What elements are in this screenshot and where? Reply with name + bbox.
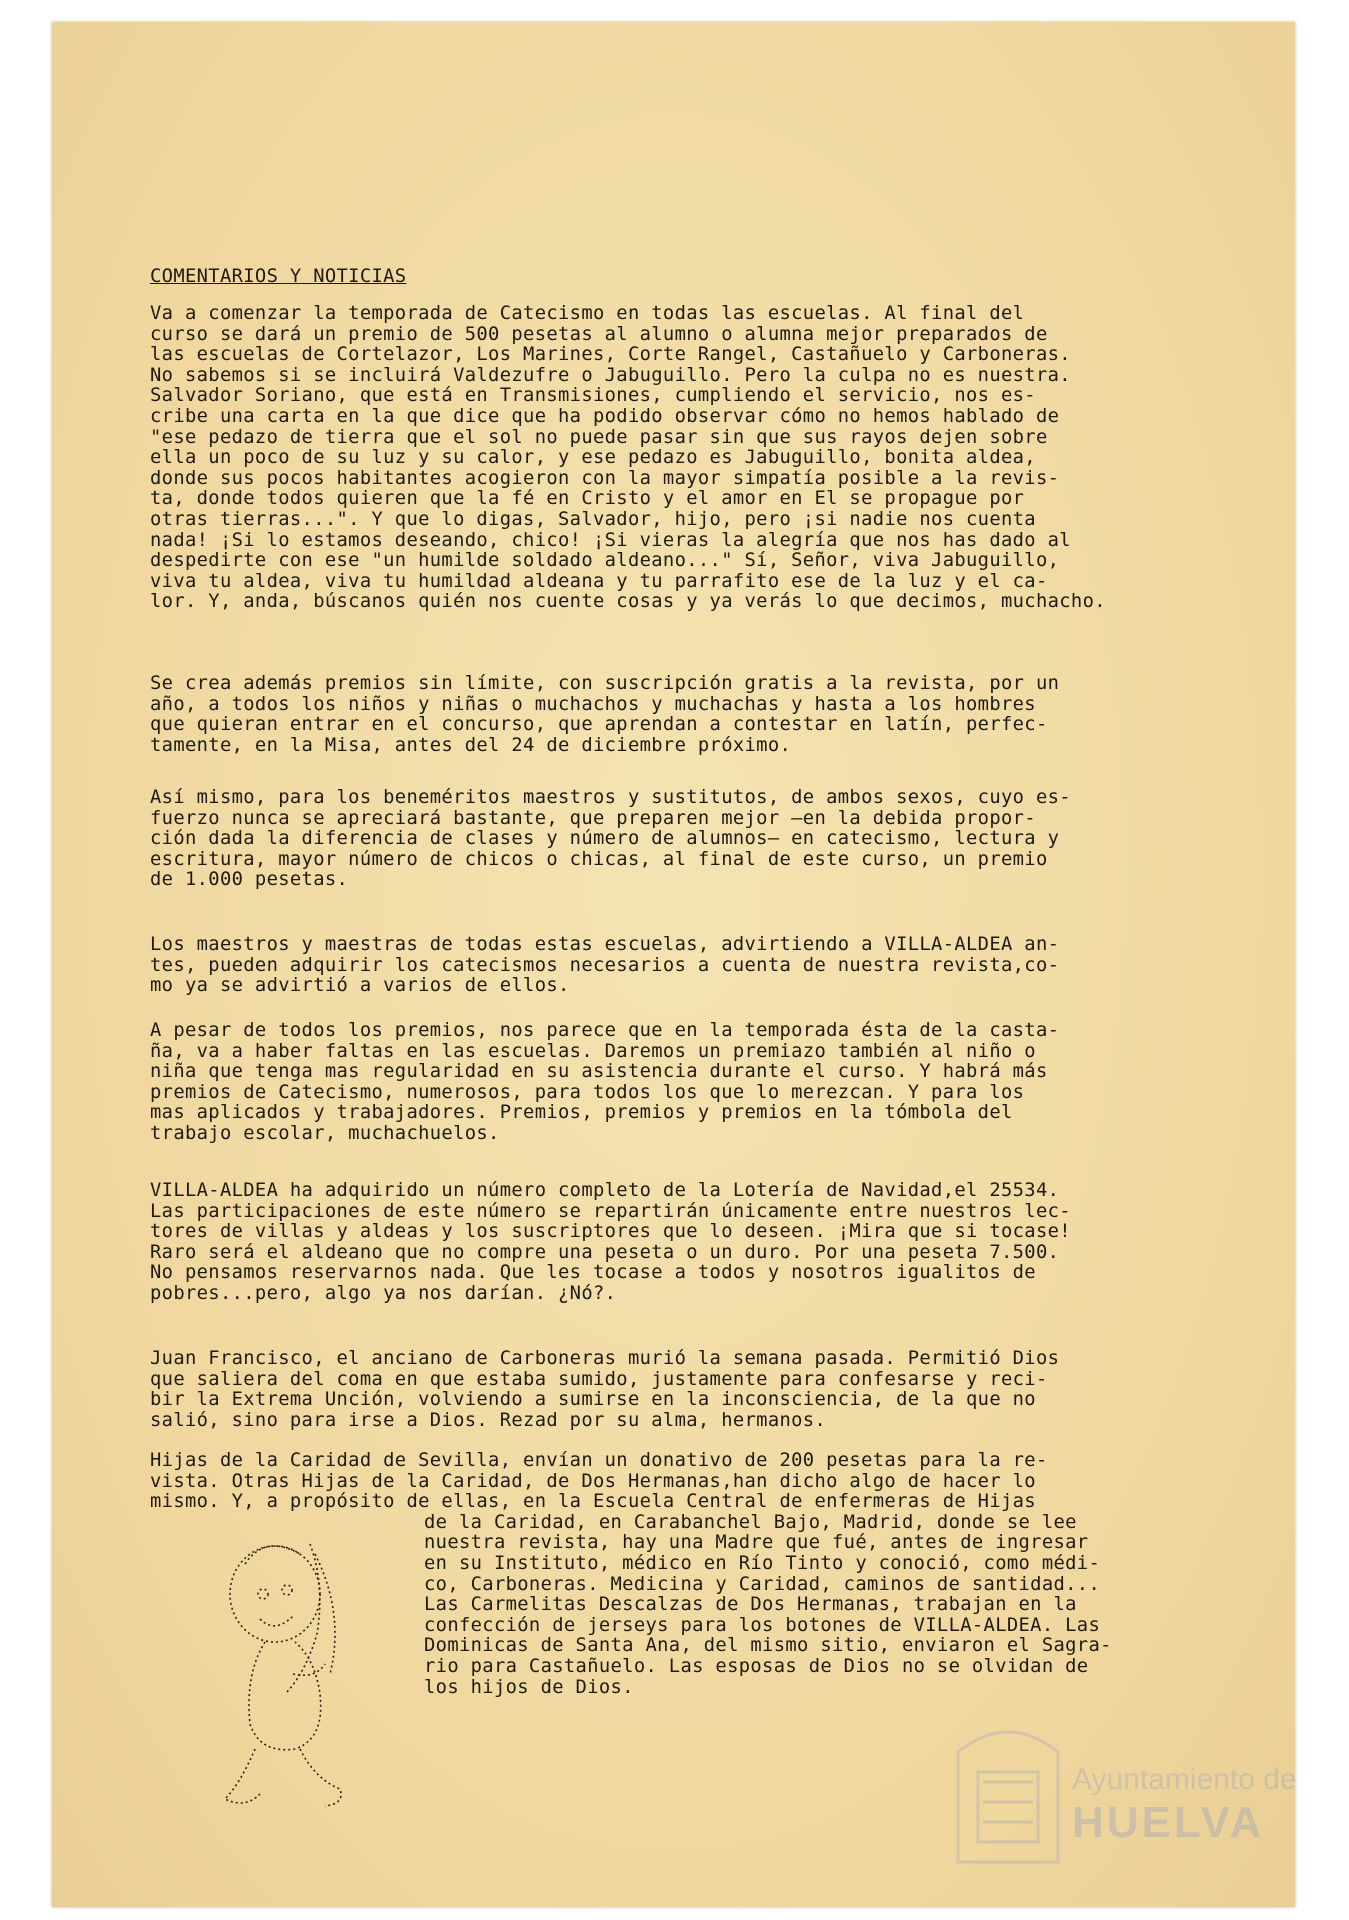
- text-line: bir la Extrema Unción, volviendo a sumirse en la inconsciencia, de la que no: [150, 1389, 1036, 1411]
- text-line: vista. Otras Hijas de la Caridad, de Dos Hermanas,han dicho algo de hacer lo: [150, 1470, 1036, 1492]
- text-line: Salvador Soriano, que está en Transmisiones, cumpliendo el servicio, nos es-: [150, 385, 1036, 407]
- text-line: mismo. Y, a propósito de ellas, en la Escuela Central de enfermeras de Hijas: [150, 1491, 1036, 1513]
- text-line: las escuelas de Cortelazor, Los Marines, Corte Rangel, Castañuelo y Carboneras.: [150, 344, 1071, 366]
- text-line: Raro será el aldeano que no compre una peseta o un duro. Por una peseta 7.500.: [150, 1241, 1060, 1263]
- text-line: Se crea además premios sin límite, con suscripción gratis a la revista, por un: [150, 673, 1060, 694]
- text-line: rio para Castañuelo. Las esposas de Dios no se olvidan de: [424, 1655, 1089, 1677]
- text-line: Hijas de la Caridad de Sevilla, envían un donativo de 200 pesetas para la re-: [150, 1450, 1048, 1471]
- text-line: de la Caridad, en Carabanchel Bajo, Madrid, donde se lee: [424, 1511, 1077, 1533]
- text-line: Las Carmelitas Descalzas de Dos Hermanas, trabajan en la: [424, 1594, 1077, 1616]
- text-line: ta, donde todos quieren que la fé en Cristo y el amor en El se propague por: [150, 488, 1025, 510]
- paragraph: [150, 935, 1250, 997]
- paragraph: [150, 1021, 1250, 1145]
- text-line: niña que tenga mas regularidad en su asistencia durante el curso. Y habrá más: [150, 1061, 1048, 1083]
- text-line: mo ya se advirtió a varios de ellos.: [150, 975, 570, 997]
- text-line: de 1.000 pesetas.: [150, 869, 349, 891]
- text-line: tores de villas y aldeas y los suscriptores que lo deseen. ¡Mira que si tocase!: [150, 1221, 1071, 1243]
- paragraph: [150, 1181, 1250, 1305]
- paragraph: [150, 788, 1250, 891]
- child-drawing: [205, 1524, 375, 1824]
- text-line: VILLA-ALDEA ha adquirido un número completo de la Lotería de Navidad,el 25534.: [150, 1180, 1060, 1201]
- text-line: nuestra revista, hay una Madre que fué, antes de ingresar: [424, 1532, 1089, 1554]
- text-line: que saliera del coma en que estaba sumido, justamente para confesarse y reci-: [150, 1368, 1048, 1390]
- text-line: curso se dará un premio de 500 pesetas al alumno o alumna mejor preparados de: [150, 323, 1048, 345]
- text-line: trabajo escolar, muchachuelos.: [150, 1122, 500, 1144]
- text-line: tamente, en la Misa, antes del 24 de diciembre próximo.: [150, 734, 792, 756]
- text-line: Va a comenzar la temporada de Catecismo en todas las escuelas. Al final del: [150, 303, 1025, 324]
- paragraph: [150, 304, 1250, 613]
- text-line: cribe una carta en la que dice que ha podido observar cómo no hemos hablado de: [150, 405, 1060, 427]
- text-line: co, Carboneras. Medicina y Caridad, caminos de santidad...: [424, 1573, 1101, 1595]
- text-line: escritura, mayor número de chicos o chicas, al final de este curso, un premio: [150, 848, 1048, 870]
- text-line: tes, pueden adquirir los catecismos necesarios a cuenta de nuestra revista,co-: [150, 954, 1060, 976]
- text-line: Así mismo, para los beneméritos maestros y sustitutos, de ambos sexos, cuyo es-: [150, 787, 1071, 808]
- paragraph: [150, 674, 1250, 756]
- text-line: Juan Francisco, el anciano de Carboneras murió la semana pasada. Permitió Dios: [150, 1348, 1060, 1369]
- text-line: confección de jerseys para los botones de VILLA-ALDEA. Las: [424, 1614, 1101, 1636]
- text-line: pobres...pero, algo ya nos darían. ¿Nó?.: [150, 1282, 617, 1304]
- text-line: Los maestros y maestras de todas estas escuelas, advirtiendo a VILLA-ALDEA an-: [150, 934, 1060, 955]
- text-line: No pensamos reservarnos nada. Que les tocase a todos y nosotros igualitos de: [150, 1262, 1036, 1284]
- text-line: año, a todos los niños y niñas o muchachos y muchachas y hasta a los hombres: [150, 693, 1036, 715]
- text-line: despedirte con ese "un humilde soldado aldeano..." Sí, Señor, viva Jabuguillo,: [150, 550, 1060, 572]
- text-line: Dominicas de Santa Ana, del mismo sitio, enviaron el Sagra-: [424, 1635, 1112, 1657]
- text-line: nada! ¡Si lo estamos deseando, chico! ¡Si vieras la alegría que nos has dado al: [150, 529, 1071, 551]
- text-line: otras tierras...". Y que lo digas, Salvador, hijo, pero ¡si nadie nos cuenta: [150, 508, 1036, 530]
- text-line: ción dada la diferencia de clases y número de alumnos— en catecismo, lectura y: [150, 828, 1060, 850]
- text-line: lor. Y, anda, búscanos quién nos cuente cosas y ya verás lo que decimos, muchacho.: [150, 591, 1106, 613]
- text-line: premios de Catecismo, numerosos, para todos los que lo merezcan. Y para los: [150, 1081, 1025, 1103]
- watermark-text: Ayuntamiento de: [1072, 1763, 1297, 1796]
- text-line: en su Instituto, médico en Río Tinto y conoció, como médi-: [424, 1552, 1101, 1574]
- text-line: "ese pedazo de tierra que el sol no puede pasar sin que sus rayos dejen sobre: [150, 426, 1048, 448]
- text-line: No sabemos si se incluirá Valdezufre o Jabuguillo. Pero la culpa no es nuestra.: [150, 364, 1071, 386]
- text-line: ña, va a haber faltas en las escuelas. Daremos un premiazo también al niño o: [150, 1040, 1036, 1062]
- text-line: que quieran entrar en el concurso, que aprendan a contestar en latín, perfec-: [150, 714, 1048, 736]
- text-line: salió, sino para irse a Dios. Rezad por su alma, hermanos.: [150, 1409, 827, 1431]
- text-line: A pesar de todos los premios, nos parece que en la temporada ésta de la casta-: [150, 1020, 1060, 1041]
- text-line: ella un poco de su luz y su calor, y ese pedazo es Jabuguillo, bonita aldea,: [150, 447, 1036, 469]
- page-title: COMENTARIOS Y NOTICIAS: [150, 266, 407, 287]
- text-line: fuerzo nunca se apreciará bastante, que preparen mejor —en la debida propor-: [150, 807, 1036, 829]
- watermark-city: HUELVA: [1072, 1798, 1265, 1847]
- text-line: Las participaciones de este número se repartirán únicamente entre nuestros lec-: [150, 1200, 1071, 1222]
- text-line: los hijos de Dios.: [424, 1676, 634, 1698]
- paragraph: [150, 1349, 1250, 1431]
- text-line: viva tu aldea, viva tu humildad aldeana y tu parrafito ese de la luz y el ca-: [150, 570, 1048, 592]
- text-line: donde sus pocos habitantes acogieron con la mayor simpatía posible a la revis-: [150, 467, 1060, 489]
- text-line: mas aplicados y trabajadores. Premios, premios y premios en la tómbola del: [150, 1102, 1013, 1124]
